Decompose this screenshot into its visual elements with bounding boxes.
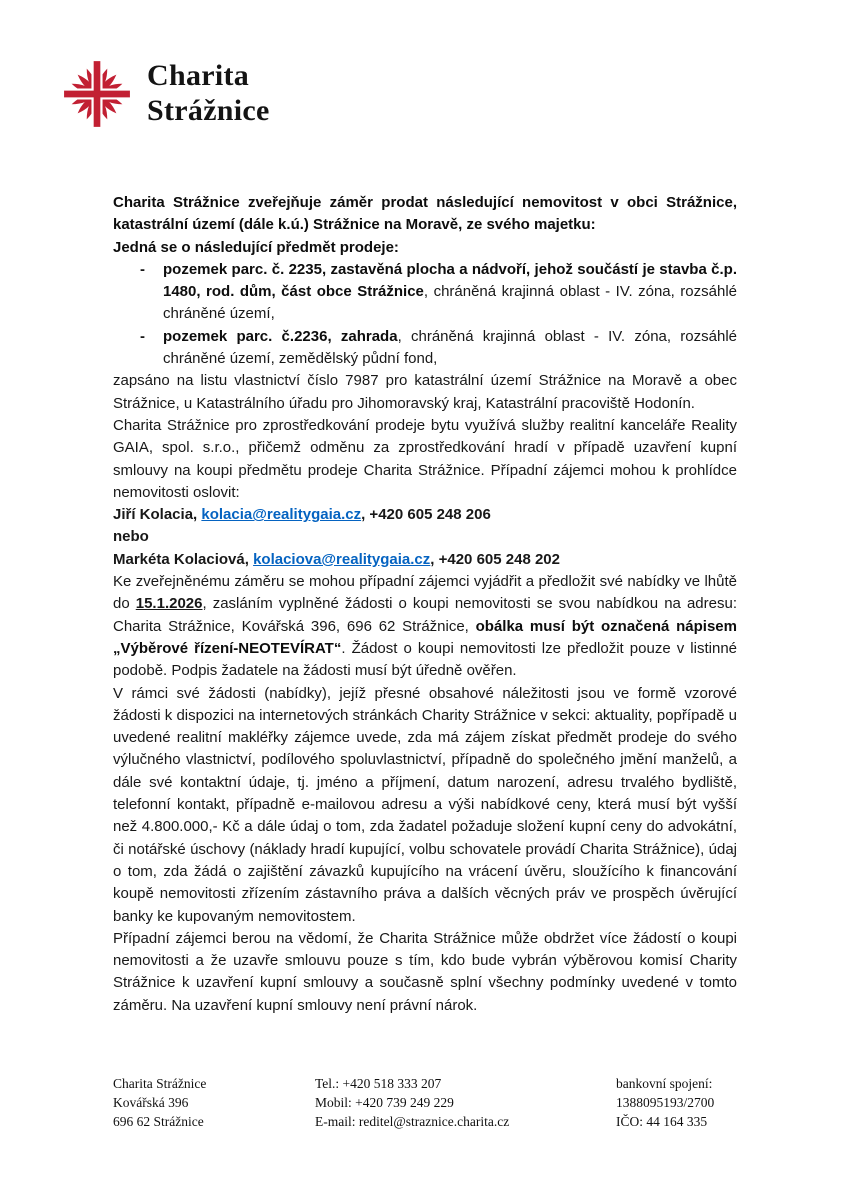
paragraph-intro — [113, 192, 737, 237]
bullet-marker: - — [140, 260, 145, 278]
charita-logo — [60, 56, 270, 132]
contact-line-1 — [113, 504, 737, 526]
logo-org-name-line2: Strážnice — [147, 94, 270, 127]
contact-2-name: Markéta Kolaciová, — [113, 550, 254, 568]
footer-mobil: Mobil: +420 739 249 229 — [315, 1095, 454, 1110]
document-body — [113, 192, 737, 1017]
logo-org-name-line1: Charita — [147, 59, 250, 92]
footer-address — [113, 1074, 315, 1131]
bullet-item-2-regular: , chráněná krajinná oblast - IV. zóna, rozsáhlé chráněné území, zemědělský půdní fond, — [163, 327, 738, 368]
footer-bank-account: 1388095193/2700 — [616, 1095, 715, 1110]
footer-ico: IČO: 44 164 335 — [616, 1114, 708, 1129]
paragraph-agency: Charita Strážnice pro zprostředkování prodeje bytu využívá služby realitní kanceláře Reality GAIA, spol. s.r.o., přičemž odměnu za zprostředkování hradí v případě uzavření kupní smlouvy na koupi předmětu prodeje Charita Strážnice. Případní zájemci mohou k prohlídce nemovitosti oslovit: — [113, 416, 737, 501]
offer-envelope-bold: obálka musí být označená nápisem „Výběrové řízení-NEOTEVÍRAT“ — [113, 617, 737, 657]
offer-run-3: . Žádost o koupi nemovitosti lze předložit pouze v listinné podobě. Podpis žadatele na žádosti musí být úředně ověřen. — [113, 639, 738, 680]
bullet-item-2 — [113, 326, 737, 371]
email-link-kolacia[interactable]: kolacia@realitygaia.cz — [201, 506, 362, 524]
contact-1-phone: , +420 605 248 206 — [361, 506, 491, 524]
bullet-item-2-bold: pozemek parc. č.2236, zahrada — [163, 327, 398, 345]
bullet-item-1-regular: , chráněná krajinná oblast - IV. zóna, rozsáhlé chráněné území, — [163, 283, 737, 323]
email-link-kolaciova[interactable]: kolaciova@realitygaia.cz — [253, 550, 431, 568]
caritas-flame-cross-icon — [60, 56, 134, 132]
paragraph-registry: zapsáno na listu vlastnictví číslo 7987 pro katastrální území Strážnice na Moravě a obec Strážnice, u Katastrálního úřadu pro Jihomoravský kraj, Katastrální pracoviště Hodonín. — [113, 372, 737, 412]
paragraph-offer — [113, 571, 737, 682]
offer-run-2: , zasláním vyplněné žádosti o koupi nemovitosti se svou nabídkou na adresu: Charita Strážnice, Kovářská 396, 696 62 Strážnice, — [113, 595, 737, 635]
footer-address-line3: 696 62 Strážnice — [113, 1114, 204, 1129]
paragraph-requirements: V rámci své žádosti (nabídky), jejíž přesné obsahové náležitosti jsou ve formě vzorové žádosti k dispozici na internetových stránkách Charity Strážnice v sekci: aktuality, popřípadě u uvedené realitní makléřky zájemce uvede, zda má zájem získat předmět prodeje do svého výlučného vlastnictví, podílového spoluvlastnictví, případně do společného jmění manželů, a dále své kontaktní údaje, tj. jméno a příjmení, datum narození, adresu trvalého bydliště, telefonní kontakt, případně e-mailovou adresu a výši nabídkové ceny, která musí být vyšší než 4.800.000,- Kč a dále údaj o tom, zda žadatel požaduje složení kupní ceny do advokátní, či notářské úschovy (náklady hradí kupující, volbu schovatele provádí Charita Strážnice), údaj o tom, zda žádá o zajištění závazků kupujícího na vrácení úvěru, sloužícího k financování koupě nemovitosti zřízením zástavního práva a dalších věcných práv ve prospěch úvěrující banky ke kupovaným nemovitostem. — [113, 684, 737, 925]
contact-1-name: Jiří Kolacia, — [113, 506, 202, 524]
heading-subject — [113, 237, 737, 259]
paragraph-intro-text: Charita Strážnice zveřejňuje záměr prodat následující nemovitost v obci Strážnice, katastrální území (dále k.ú.) Strážnice na Moravě, ze svého majetku: — [113, 194, 737, 234]
footer-bank — [616, 1074, 773, 1131]
offer-run-1: Ke zveřejněnému záměru se mohou případní zájemci vyjádřit a předložit své nabídky ve lhůtě do — [113, 573, 737, 613]
bullet-item-1-bold: pozemek parc. č. 2235, zastavěná plocha a nádvoří, jehož součástí je stavba č.p. 1480, rod. dům, část obce Strážnice — [163, 260, 737, 301]
footer-contact — [315, 1074, 616, 1131]
contact-line-2 — [113, 549, 737, 571]
footer-address-line1: Charita Strážnice — [113, 1076, 207, 1091]
footer-bank-label: bankovní spojení: — [616, 1076, 713, 1091]
footer-address-line2: Kovářská 396 — [113, 1095, 189, 1110]
contact-separator: nebo — [113, 528, 149, 546]
contact-2-phone: , +420 605 248 202 — [430, 550, 560, 568]
paragraph-closing: Případní zájemci berou na vědomí, že Charita Strážnice může obdržet více žádostí o koupi nemovitosti a že uzavře smlouvu pouze s tím, kdo bude vybrán výběrovou komisí Charity Strážnice k uzavření kupní smlouvy a současně splní všechny podmínky uvedené v tomto záměru. Na uzavření kupní smlouvy není právní nárok. — [113, 929, 737, 1014]
footer-tel: Tel.: +420 518 333 207 — [315, 1076, 442, 1091]
offer-deadline: 15.1.2026 — [135, 595, 203, 613]
bullet-marker: - — [140, 327, 145, 345]
logo-org-name — [147, 56, 270, 128]
heading-subject-text: Jedná se o následující předmět prodeje: — [113, 238, 399, 256]
footer-email: E-mail: reditel@straznice.charita.cz — [315, 1114, 510, 1129]
bullet-item-1 — [113, 259, 737, 326]
document-footer — [113, 1074, 773, 1131]
